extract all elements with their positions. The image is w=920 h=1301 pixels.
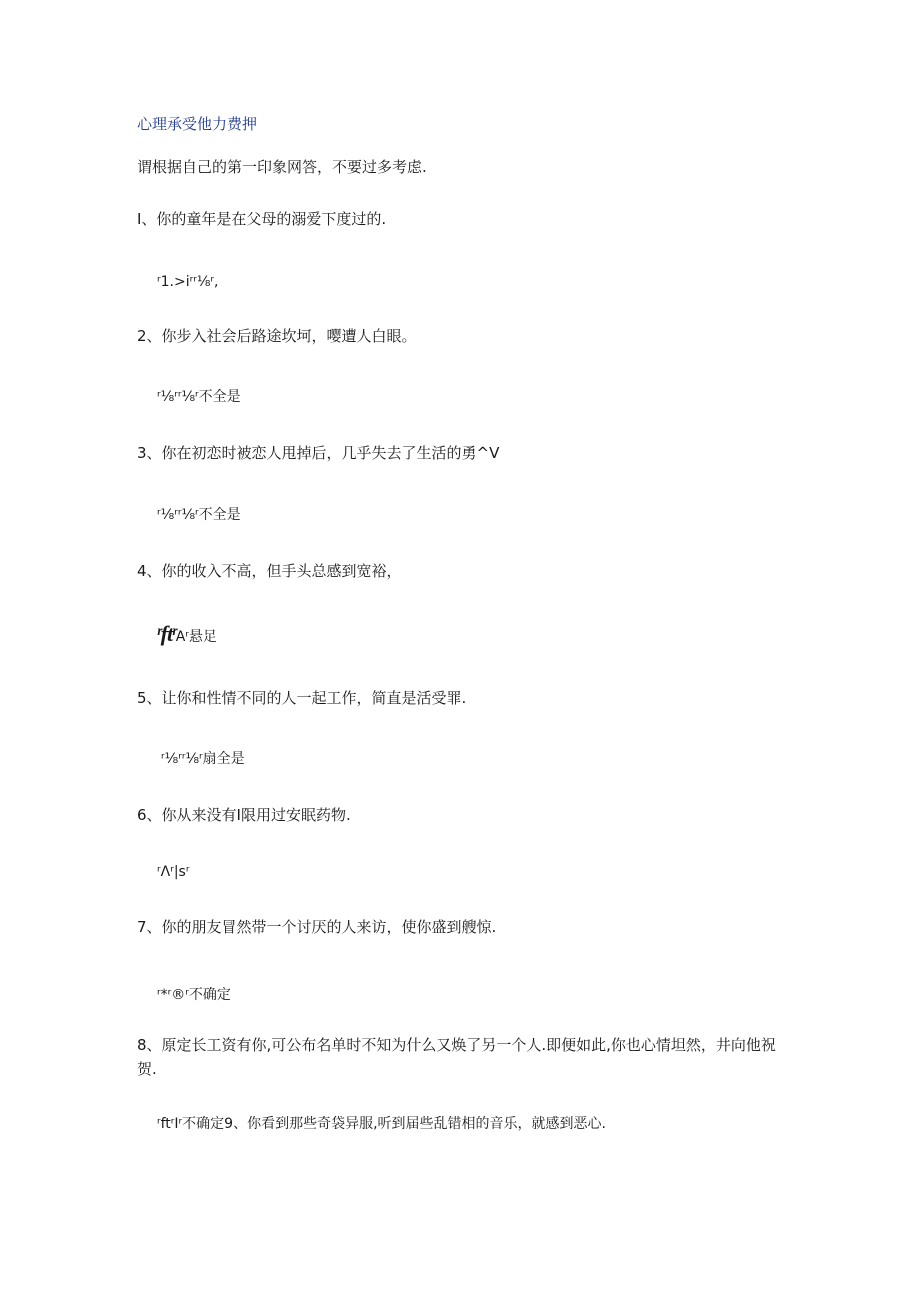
answer-4 xyxy=(157,621,217,647)
answer-1: ʳ1.>iʳʳ⅛ʳ, xyxy=(157,274,219,290)
instructions-text: 谓根据自己的第一印象网答，不要过多考虑. xyxy=(137,158,427,176)
question-8: 8、原定长工资有你,可公布名单时不知为什么又焕了另一个人.即便如此,你也心情坦然，井向他祝贺. xyxy=(137,1036,776,1078)
document-title: 心理承受他力费押 xyxy=(137,115,258,133)
answer-7: ʳ*ʳ®ʳ不确定 xyxy=(157,987,231,1003)
question-4: 4、你的收入不高，但手头总感到宽裕， xyxy=(137,562,402,580)
answer-2: ʳ⅛ʳʳ⅛ʳ不全是 xyxy=(157,389,241,405)
answer-4-glyph: ʳftʳ xyxy=(157,621,176,646)
answer-6: ʳΛʳ|sʳ xyxy=(157,864,190,880)
question-2: 2、你步入社会后路途坎坷，嘤遭人白眼。 xyxy=(137,327,417,345)
answer-5: ʳ⅛ʳʳ⅛ʳ扇全是 xyxy=(161,751,245,767)
answer-3: ʳ⅛ʳʳ⅛ʳ不全是 xyxy=(157,507,241,523)
answer-4-text: Aʳ悬足 xyxy=(175,629,217,645)
question-7: 7、你的朋友冒然带一个讨厌的人来访，使你盛到艘惊. xyxy=(137,918,497,936)
question-1: I、你的童年是在父母的溺爱下度过的. xyxy=(137,210,387,228)
question-3: 3、你在初恋时被恋人甩掉后，几乎失去了生活的勇^V xyxy=(137,444,500,462)
question-5: 5、让你和性情不同的人一起工作，简直是活受罪. xyxy=(137,689,467,707)
answer-8: ʳftʳIʳ不确定9、你看到那些奇袋异服,听到届些乱错相的音乐，就感到恶心. xyxy=(157,1116,606,1132)
question-6: 6、你从来没有I限用过安眠药物. xyxy=(137,806,351,824)
